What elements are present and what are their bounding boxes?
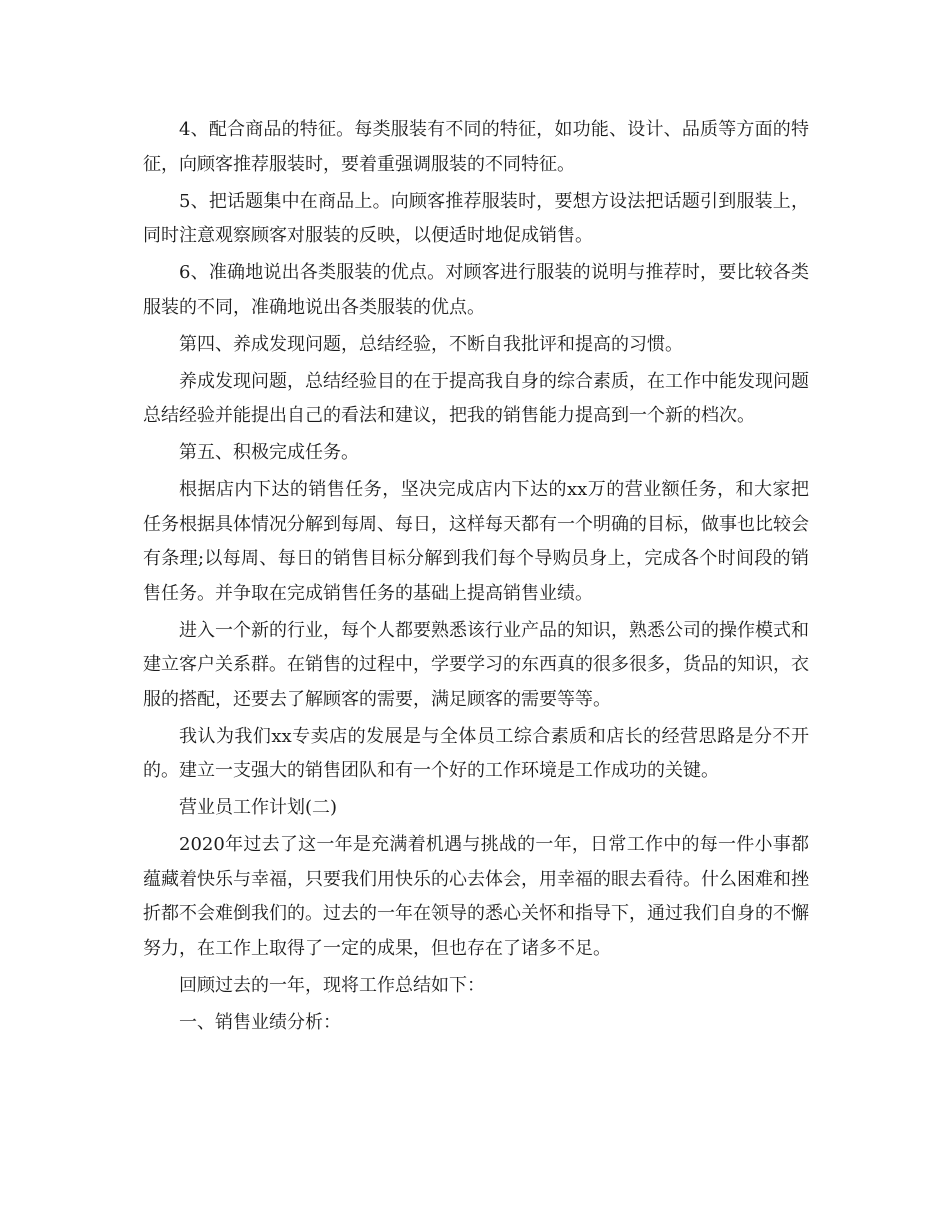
- paragraph-point-5: 5、把话题集中在商品上。向顾客推荐服装时，要想方设法把话题引到服装上，同时注意观察顾客对服装的反映，以便适时地促成销售。: [143, 190, 809, 246]
- paragraph-new-industry: 进入一个新的行业，每个人都要熟悉该行业产品的知识，熟悉公司的操作模式和建立客户关系群。在销售的过程中，学要学习的东西真的很多很多，货品的知识，衣服的搭配，还要去了解顾客的需要，满足顾客的需要等等。: [143, 619, 809, 710]
- paragraph-year-review: 2020年过去了这一年是充满着机遇与挑战的一年，日常工作中的每一件小事都蕴藏着快乐与幸福，只要我们用快乐的心去体会，用幸福的眼去看待。什么困难和挫折都不会难倒我们的。过去的一年在领导的悉心关怀和指导下，通过我们自身的不懈努力，在工作上取得了一定的成果，但也存在了诸多不足。: [143, 834, 809, 959]
- section-title-plan-two: 营业员工作计划(二): [179, 797, 338, 818]
- paragraph-fourth-body: 养成发现问题，总结经验目的在于提高我自身的综合素质，在工作中能发现问题总结经验并能提出自己的看法和建议，把我的销售能力提高到一个新的档次。: [143, 370, 809, 426]
- section-heading-fourth: 第四、养成发现问题，总结经验，不断自我批评和提高的习惯。: [179, 333, 683, 355]
- paragraph-fifth-body: 根据店内下达的销售任务，坚决完成店内下达的xx万的营业额任务，和大家把任务根据具体情况分解到每周、每日，这样每天都有一个明确的目标，做事也比较会有条理;以每周、每日的销售目标分解到我们每个导购员身上，完成各个时间段的销售任务。并争取在完成销售任务的基础上提高销售业绩。: [143, 479, 809, 604]
- paragraph-point-6: 6、准确地说出各类服装的优点。对顾客进行服装的说明与推荐时，要比较各类服装的不同，准确地说出各类服装的优点。: [143, 262, 809, 318]
- section-heading-sales-analysis: 一、销售业绩分析：: [179, 1011, 341, 1033]
- paragraph-store-development: 我认为我们xx专卖店的发展是与全体员工综合素质和店长的经营思路是分不开的。建立一支强大的销售团队和有一个好的工作环境是工作成功的关键。: [143, 725, 809, 781]
- section-heading-fifth: 第五、积极完成任务。: [179, 442, 359, 463]
- document-body: [143, 113, 809, 1043]
- paragraph-summary-intro: 回顾过去的一年，现将工作总结如下：: [179, 974, 485, 996]
- paragraph-point-4: 4、配合商品的特征。每类服装有不同的特征，如功能、设计、品质等方面的特征，向顾客推荐服装时，要着重强调服装的不同特征。: [143, 119, 809, 175]
